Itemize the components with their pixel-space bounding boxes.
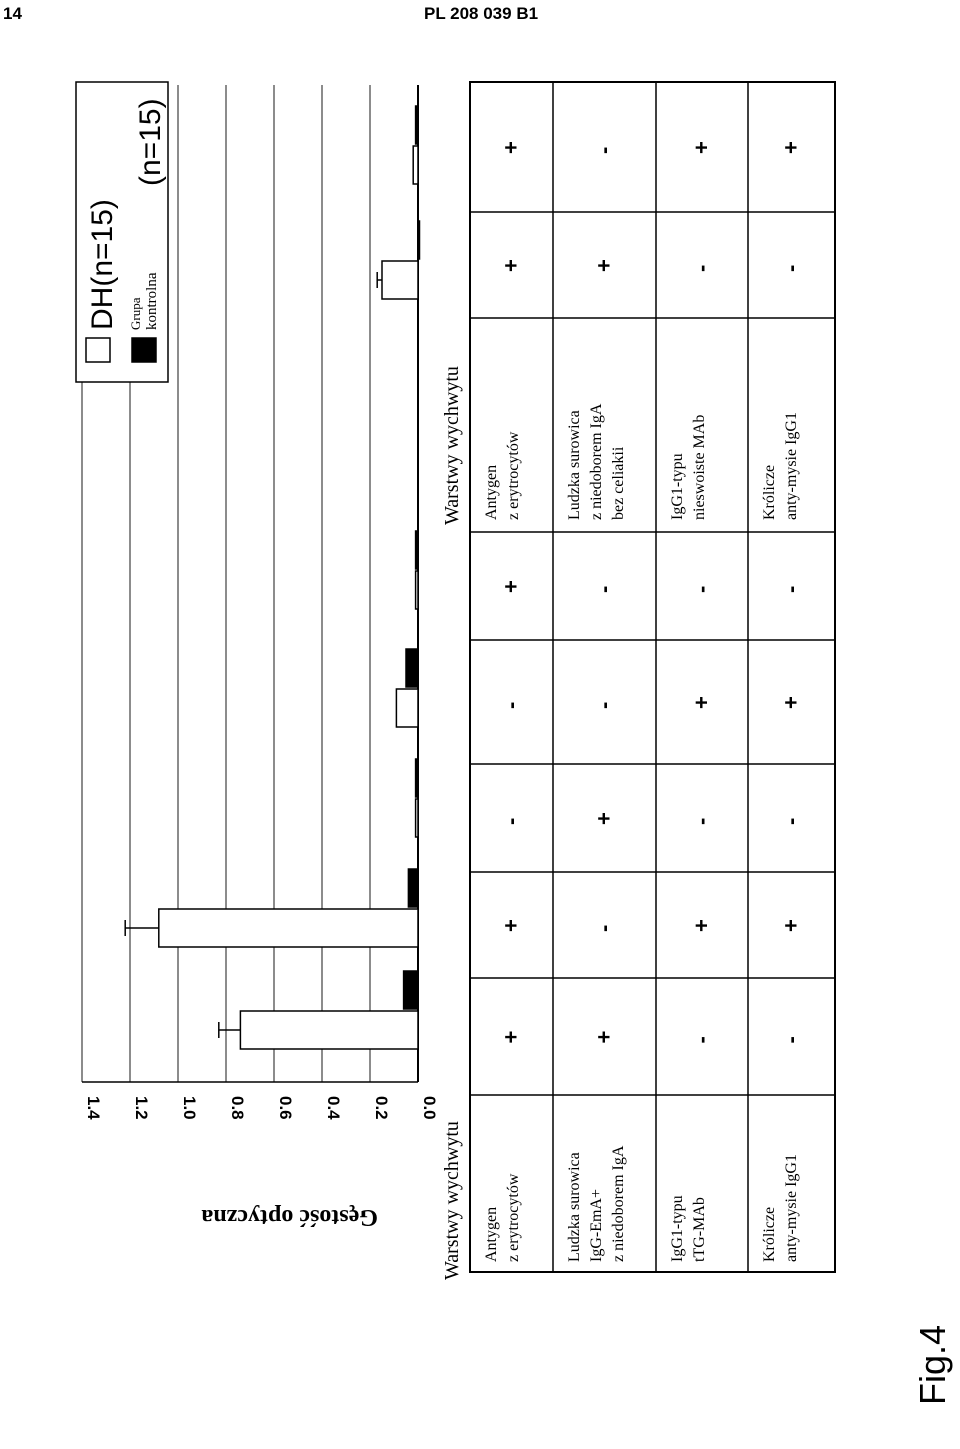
row-label-right: bez celiakii	[610, 446, 627, 520]
row-label-right-group	[761, 412, 800, 520]
row-label-right: z erytrocytów	[505, 431, 522, 520]
row-label-left-group	[669, 1195, 708, 1262]
row-label-left: anty-mysie IgG1	[783, 1154, 800, 1262]
table-header-left: Warstwy wychwytu	[441, 1121, 463, 1280]
y-tick-label: 0.0	[420, 1096, 439, 1120]
table-cell-value: +	[498, 580, 524, 593]
row-label-right-group	[566, 403, 627, 520]
y-tick-label-group	[372, 1096, 391, 1120]
row-label-right: anty-mysie IgG1	[783, 412, 800, 520]
table-cell-value-group	[499, 259, 524, 272]
table-cell-value: +	[778, 696, 804, 709]
table-cell-value-group	[592, 586, 617, 593]
page-number: 14	[3, 4, 22, 23]
bar	[406, 649, 418, 687]
table-cell-value: -	[689, 1036, 714, 1044]
table-cell-value: -	[778, 1036, 804, 1044]
table-cell-value-group	[499, 141, 524, 154]
y-tick-label: 1.2	[132, 1096, 151, 1120]
row-label-left-group	[566, 1145, 627, 1262]
table-cell-value: -	[778, 264, 804, 272]
row-label-left: z niedoborem IgA	[610, 1145, 627, 1262]
table-cell-value: -	[591, 146, 617, 154]
y-tick-label: 0.4	[324, 1096, 343, 1120]
table-cell-value: +	[689, 696, 714, 709]
table-cell-value-group	[592, 147, 617, 154]
table-cell-value-group	[499, 1031, 524, 1044]
y-tick-label-group	[84, 1096, 103, 1120]
row-label-right-group	[669, 415, 708, 520]
table-cell-value-group	[779, 1036, 804, 1043]
row-label-left: Ludzka surowica	[566, 1152, 583, 1262]
row-label-right: nieswoiste MAb	[691, 414, 708, 520]
row-label-left: z erytrocytów	[505, 1173, 522, 1262]
table-cell-value-group	[592, 1031, 617, 1044]
y-tick-label-group	[228, 1096, 247, 1120]
y-tick-label-group	[324, 1096, 343, 1120]
legend-label: DH(n=15)	[86, 199, 119, 330]
table-cell-value: -	[778, 585, 804, 593]
table-cell-value: -	[689, 817, 714, 825]
bar	[416, 106, 418, 144]
legend-swatch	[86, 338, 110, 362]
y-tick-label: 0.6	[276, 1096, 295, 1120]
table-cell-value-group	[689, 696, 714, 709]
table-cell-value-group	[779, 586, 804, 593]
table-cell-value: +	[591, 259, 617, 272]
table-header-left-group	[441, 1121, 463, 1280]
table-cell-value: -	[689, 585, 714, 593]
table-header-right-group	[441, 366, 463, 525]
row-label-right: Ludzka surowica	[566, 410, 583, 520]
bar	[240, 1011, 418, 1049]
y-tick-label: 1.0	[180, 1096, 199, 1120]
legend-note-group	[134, 98, 167, 186]
table-cell-value-group	[689, 919, 714, 932]
bar	[413, 146, 418, 184]
table-cell-value: +	[498, 919, 524, 932]
table-cell-value-group	[689, 586, 714, 593]
table-cell-value: +	[689, 141, 714, 154]
table-cell-value-group	[499, 818, 524, 825]
table-cell-value-group	[779, 696, 804, 709]
table-cell-value: -	[689, 264, 714, 272]
legend-label: Grupa	[128, 297, 143, 330]
table-header-right: Warstwy wychwytu	[441, 366, 463, 525]
row-label-right: z niedoborem IgA	[588, 403, 605, 520]
table-cell-value-group	[689, 1036, 714, 1043]
bar	[416, 759, 418, 797]
table-cell-value: +	[689, 919, 714, 932]
row-label-left: IgG1-typu	[669, 1195, 686, 1262]
table-cell-value-group	[779, 141, 804, 154]
table-cell-value-group	[592, 702, 617, 709]
table-cell-value-group	[779, 919, 804, 932]
bar	[416, 799, 418, 837]
row-label-left-group	[483, 1173, 522, 1262]
table-cell-value: +	[498, 259, 524, 272]
table-cell-value-group	[592, 812, 617, 825]
table-cell-value-group	[592, 925, 617, 932]
patent-id: PL 208 039 B1	[424, 4, 539, 23]
y-tick-label-group	[132, 1096, 151, 1120]
table-cell-value: -	[498, 817, 524, 825]
row-label-left: IgG-EmA+	[588, 1188, 605, 1262]
table-cell-value-group	[499, 919, 524, 932]
legend-label: kontrolna	[144, 272, 160, 330]
row-label-right: Królicze	[761, 464, 778, 520]
bar	[404, 971, 418, 1009]
y-tick-label-group	[420, 1096, 439, 1120]
bar	[408, 869, 418, 907]
row-label-right: Antygen	[483, 464, 500, 520]
table-cell-value-group	[689, 141, 714, 154]
row-label-left: Antygen	[483, 1206, 500, 1262]
figure-label: Fig.4	[912, 1324, 953, 1405]
y-tick-label-group	[180, 1096, 199, 1120]
row-label-right: IgG1-typu	[669, 453, 686, 520]
y-axis-label-group	[201, 1204, 378, 1230]
y-tick-label: 0.8	[228, 1096, 247, 1120]
row-label-left-group	[761, 1154, 800, 1262]
table-cell-value-group	[779, 818, 804, 825]
legend-note: (n=15)	[134, 98, 167, 186]
table-cell-value: +	[498, 141, 524, 154]
bar	[382, 261, 418, 299]
y-tick-label: 1.4	[84, 1096, 103, 1120]
table-cell-value: -	[498, 701, 524, 709]
row-label-right-group	[483, 431, 522, 520]
table-cell-value-group	[689, 818, 714, 825]
bar	[159, 909, 418, 947]
bar	[396, 689, 418, 727]
legend-swatch	[132, 338, 156, 362]
table-cell-value: +	[778, 141, 804, 154]
table-cell-value: +	[498, 1030, 524, 1044]
table-cell-value: +	[591, 1030, 617, 1044]
table-cell-value: -	[591, 701, 617, 709]
table-cell-value: +	[778, 919, 804, 932]
table-cell-value-group	[779, 265, 804, 272]
table-cell-value: -	[778, 817, 804, 825]
table-cell-value-group	[499, 580, 524, 593]
table-cell-value-group	[499, 702, 524, 709]
table-cell-value: -	[591, 585, 617, 593]
table-border	[470, 82, 835, 1272]
table-cell-value-group	[592, 259, 617, 272]
y-tick-label: 0.2	[372, 1096, 391, 1120]
row-label-left: Króliczе	[761, 1206, 778, 1262]
table-cell-value-group	[689, 265, 714, 272]
y-axis-label: Gęstość optyczna	[201, 1204, 378, 1230]
bar	[418, 221, 420, 259]
table-cell-value: -	[591, 924, 617, 932]
table-cell-value: +	[591, 812, 617, 825]
legend-label-group	[86, 199, 119, 330]
y-tick-label-group	[276, 1096, 295, 1120]
bar	[416, 531, 418, 569]
row-label-left: tTG-MAb	[691, 1197, 708, 1262]
bar	[416, 571, 418, 609]
